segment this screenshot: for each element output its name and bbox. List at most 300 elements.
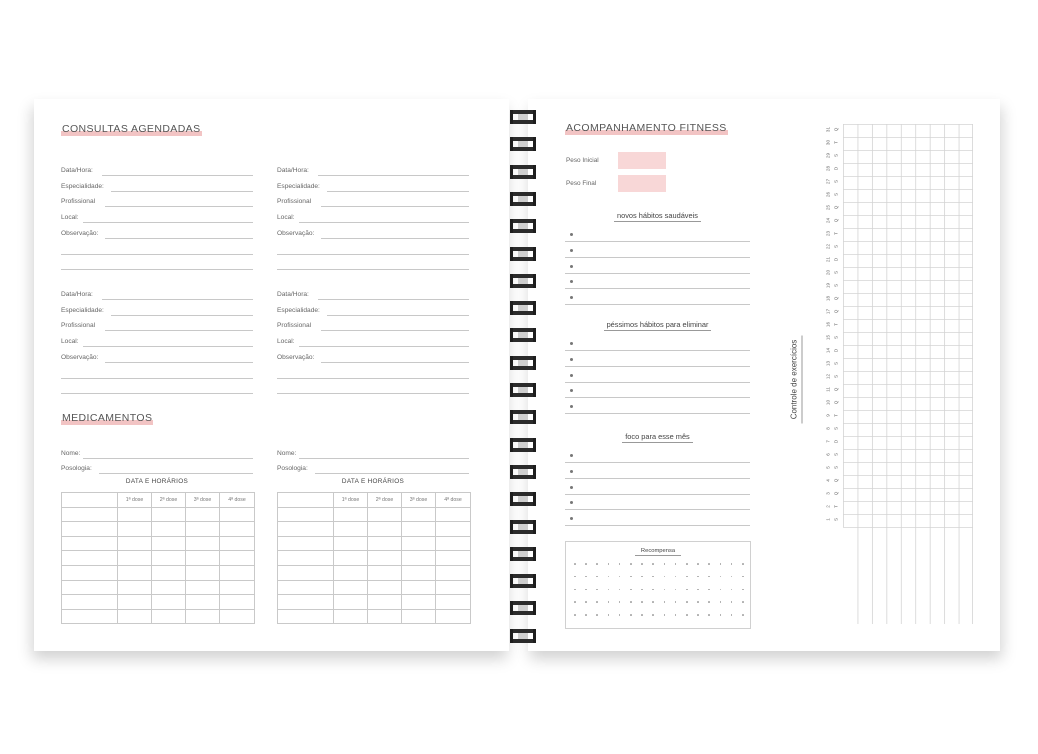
grid-dot [585,589,587,591]
dose-cell[interactable] [220,609,255,624]
dose-row[interactable] [62,536,255,551]
grid-dot [675,601,677,603]
dose-cell[interactable] [436,565,471,580]
grid-dot [664,589,666,591]
dose-cell[interactable] [278,493,334,508]
dose-cell[interactable] [278,609,334,624]
medicamento-posologia-field[interactable] [277,460,469,474]
grid-dot [742,563,744,565]
weekday-letter: S [833,192,839,197]
dose-cell[interactable] [436,507,471,522]
dose-cell[interactable] [62,565,118,580]
grid-dot [608,601,610,603]
data-hora-field[interactable] [61,286,253,300]
dose-cell[interactable] [334,580,368,595]
spiral-binding [506,104,540,644]
dose-cell[interactable] [436,595,471,610]
dose-cell[interactable] [402,551,436,566]
grid-dot [652,589,654,591]
weekday-letter: Q [833,127,839,132]
dose-header: 3ª dose [402,493,436,508]
dose-cell[interactable] [186,565,220,580]
dose-cell[interactable] [436,551,471,566]
dose-row[interactable] [278,493,471,508]
local-field[interactable] [277,209,469,223]
peso-inicial-field[interactable] [618,152,666,169]
day-number: 27 [825,178,831,185]
reward-box[interactable] [565,541,751,629]
grid-dot [708,589,710,591]
profissional-field-label: Profissional [61,198,96,206]
profissional-field[interactable] [61,193,253,207]
dose-cell[interactable] [152,595,186,610]
day-number: 26 [825,191,831,198]
dose-cell[interactable] [220,536,255,551]
grid-dot [596,589,598,591]
weekday-letter: S [833,270,839,275]
write-line[interactable] [61,254,253,255]
dose-cell[interactable] [152,580,186,595]
dose-cell[interactable] [334,595,368,610]
grid-dot [619,563,621,565]
day-number: 23 [825,230,831,237]
profissional-field[interactable] [277,317,469,331]
weekday-letter: S [833,517,839,522]
dose-cell[interactable] [402,522,436,537]
dose-row[interactable] [278,507,471,522]
dose-row[interactable] [62,595,255,610]
grid-dot [686,601,688,603]
grid-dot [720,563,722,565]
dose-cell[interactable] [334,522,368,537]
dose-cell[interactable] [278,522,334,537]
dose-cell[interactable] [152,507,186,522]
dose-row[interactable] [62,522,255,537]
weekday-letter: T [833,505,839,508]
grid-dot [596,601,598,603]
bullet-icon [570,342,573,345]
dose-cell[interactable] [118,565,152,580]
habit-line[interactable] [565,525,750,526]
dose-cell[interactable] [402,580,436,595]
profissional-field[interactable] [277,193,469,207]
dose-cell[interactable] [186,522,220,537]
dose-cell[interactable] [368,580,402,595]
dose-cell[interactable] [278,551,334,566]
dose-cell[interactable] [62,493,118,508]
spiral-ring [510,219,536,233]
profissional-field-label: Profissional [277,198,312,206]
local-field[interactable] [277,333,469,347]
exercise-grid[interactable] [843,124,975,626]
dose-row[interactable] [62,507,255,522]
grid-dot [720,614,722,616]
day-number: 3 [825,492,831,495]
consultas-title: CONSULTAS AGENDADAS [62,123,201,135]
day-number: 11 [825,387,831,392]
dose-cell[interactable] [436,536,471,551]
dose-cell[interactable] [152,522,186,537]
habit-line[interactable] [565,257,750,258]
profissional-field-label: Profissional [61,322,96,330]
grid-dot [619,614,621,616]
habit-line[interactable] [565,273,750,274]
habit-line[interactable] [565,509,750,510]
medicamento-posologia-field[interactable] [61,460,253,474]
bullet-icon [570,374,573,377]
especialidade-field[interactable] [277,302,469,316]
write-line[interactable] [277,393,469,394]
dose-cell[interactable] [220,580,255,595]
medicamento-posologia-field-label: Posologia: [61,464,92,472]
spiral-ring [510,547,536,561]
bullet-icon [570,486,573,489]
dose-table[interactable] [61,492,255,624]
dose-cell[interactable] [152,551,186,566]
spiral-ring [510,492,536,506]
dose-cell[interactable] [62,507,118,522]
habit-line[interactable] [565,494,750,495]
dose-row[interactable] [278,580,471,595]
bullet-icon [570,249,573,252]
especialidade-field[interactable] [61,178,253,192]
local-field-label: Local: [277,338,295,346]
dose-cell[interactable] [402,595,436,610]
dose-cell[interactable] [278,565,334,580]
dose-cell[interactable] [334,551,368,566]
dose-cell[interactable] [368,609,402,624]
grid-dot [596,614,598,616]
dose-row[interactable] [278,522,471,537]
weekday-letter: S [833,283,839,288]
spiral-ring [510,465,536,479]
dose-cell[interactable] [368,536,402,551]
dose-cell[interactable] [118,580,152,595]
grid-dot [708,576,710,578]
dose-row[interactable] [278,536,471,551]
dose-cell[interactable] [368,595,402,610]
grid-dot [742,576,744,578]
dose-row[interactable] [278,595,471,610]
dose-header: 2ª dose [152,493,186,508]
grid-dot [708,614,710,616]
day-number: 18 [825,295,831,302]
dose-cell[interactable] [118,609,152,624]
grid-dot [630,576,632,578]
observacao-field[interactable] [61,225,253,239]
especialidade-field-label: Especialidade: [61,306,104,314]
data-horarios-title: DATA E HORÁRIOS [125,478,189,485]
dose-cell[interactable] [62,609,118,624]
habit-line[interactable] [565,413,750,414]
medicamento-nome-field[interactable] [61,445,253,459]
day-number: 22 [825,243,831,250]
grid-dot [731,576,733,578]
habit-line[interactable] [565,304,750,305]
day-number: 6 [825,453,831,456]
write-line[interactable] [61,393,253,394]
spiral-ring [510,328,536,342]
weekday-letter: Q [833,478,839,483]
observacao-field[interactable] [277,349,469,363]
grid-dot [742,601,744,603]
grid-dot [652,563,654,565]
spiral-ring [510,629,536,643]
day-number: 28 [825,165,831,172]
dose-header: 4ª dose [220,493,255,508]
day-number: 19 [825,282,831,289]
day-number: 20 [825,269,831,276]
dose-cell[interactable] [62,536,118,551]
dose-cell[interactable] [186,580,220,595]
weekday-letter: S [833,465,839,470]
dose-cell[interactable] [62,522,118,537]
especialidade-field[interactable] [61,302,253,316]
dose-cell[interactable] [436,580,471,595]
weekday-letter: D [833,166,839,171]
reward-title: Recompensa [635,548,681,556]
grid-dot [574,563,576,565]
weekday-letter: S [833,374,839,379]
local-field[interactable] [61,209,253,223]
dose-cell[interactable] [402,609,436,624]
dose-cell[interactable] [436,522,471,537]
foco-mes-title: foco para esse mês [565,432,750,441]
dose-row[interactable] [62,551,255,566]
grid-dot [731,601,733,603]
dose-cell[interactable] [186,536,220,551]
habit-line[interactable] [565,397,750,398]
grid-dot [574,601,576,603]
dose-cell[interactable] [220,522,255,537]
data-hora-field-label: Data/Hora: [277,167,309,174]
spiral-ring [510,137,536,151]
dose-cell[interactable] [186,551,220,566]
grid-dot [608,614,610,616]
dose-cell[interactable] [186,609,220,624]
dose-cell[interactable] [220,565,255,580]
grid-dot [574,576,576,578]
grid-dot [697,576,699,578]
observacao-field-label: Observação: [277,353,315,361]
weekday-letter: T [833,414,839,417]
grid-dot [630,601,632,603]
dose-row[interactable] [62,493,255,508]
dose-cell[interactable] [118,536,152,551]
dose-table[interactable] [277,492,471,624]
grid-dot [608,589,610,591]
dose-header: 2ª dose [368,493,402,508]
dose-cell[interactable] [368,522,402,537]
pessimos-habitos-title: péssimos hábitos para eliminar [565,320,750,329]
dose-cell[interactable] [152,565,186,580]
exercise-label: Controle de exercícios [790,330,799,430]
dose-row[interactable] [278,551,471,566]
data-hora-field-label: Data/Hora: [61,291,93,298]
dose-cell[interactable] [220,507,255,522]
novos-habitos-title: novos hábitos saudáveis [565,211,750,220]
dose-cell[interactable] [368,551,402,566]
grid-dot [664,563,666,565]
observacao-field[interactable] [61,349,253,363]
grid-dot [708,563,710,565]
dose-cell[interactable] [334,565,368,580]
local-field-label: Local: [61,338,79,346]
grid-dot [720,601,722,603]
data-hora-field[interactable] [277,286,469,300]
data-hora-field-label: Data/Hora: [277,291,309,298]
grid-dot [697,601,699,603]
profissional-field-label: Profissional [277,322,312,330]
grid-dot [574,589,576,591]
observacao-field[interactable] [277,225,469,239]
dose-cell[interactable] [152,536,186,551]
grid-dot [641,601,643,603]
write-line[interactable] [61,269,253,270]
grid-dot [652,576,654,578]
day-number: 7 [825,440,831,443]
dose-cell[interactable] [402,507,436,522]
grid-dot [596,563,598,565]
grid-dot [608,563,610,565]
medicamento-nome-field[interactable] [277,445,469,459]
dose-cell[interactable] [118,595,152,610]
weekday-letter: S [833,452,839,457]
habit-line[interactable] [565,382,750,383]
spiral-ring [510,356,536,370]
dose-row[interactable] [62,609,255,624]
dose-cell[interactable] [186,507,220,522]
grid-dot [675,576,677,578]
dose-cell[interactable] [278,536,334,551]
peso-final-label: Peso Final [566,180,597,187]
weekday-letter: T [833,232,839,235]
grid-dot [720,576,722,578]
grid-dot [652,601,654,603]
habit-line[interactable] [565,462,750,463]
habit-line[interactable] [565,241,750,242]
dose-cell[interactable] [118,551,152,566]
especialidade-field[interactable] [277,178,469,192]
grid-dot [608,576,610,578]
weekday-letter: Q [833,309,839,314]
dose-cell[interactable] [278,507,334,522]
day-number: 16 [825,321,831,328]
especialidade-field-label: Especialidade: [277,182,320,190]
dose-cell[interactable] [118,522,152,537]
dose-cell[interactable] [278,595,334,610]
dose-cell[interactable] [62,580,118,595]
spiral-ring [510,438,536,452]
spiral-ring [510,383,536,397]
grid-dot [731,563,733,565]
dose-cell[interactable] [402,565,436,580]
dose-cell[interactable] [220,595,255,610]
bullet-icon [570,470,573,473]
dose-cell[interactable] [334,507,368,522]
write-line[interactable] [61,378,253,379]
especialidade-field-label: Especialidade: [277,306,320,314]
grid-dot [731,589,733,591]
dose-cell[interactable] [220,551,255,566]
weekday-letter: T [833,323,839,326]
grid-dot [675,614,677,616]
grid-dot [708,601,710,603]
weekday-letter: D [833,439,839,444]
grid-dot [686,589,688,591]
dose-cell[interactable] [334,609,368,624]
dose-cell[interactable] [402,536,436,551]
dose-cell[interactable] [334,536,368,551]
grid-dot [574,614,576,616]
grid-dot [697,614,699,616]
medicamentos-title: MEDICAMENTOS [62,412,153,424]
grid-dot [585,601,587,603]
dose-row[interactable] [62,565,255,580]
spiral-ring [510,601,536,615]
bullet-icon [570,454,573,457]
data-hora-field[interactable] [277,162,469,176]
dose-row[interactable] [278,565,471,580]
spiral-ring [510,574,536,588]
day-number: 8 [825,427,831,430]
weekday-letter: Q [833,400,839,405]
dose-header: 1ª dose [334,493,368,508]
peso-final-field[interactable] [618,175,666,192]
local-field[interactable] [61,333,253,347]
peso-inicial-label: Peso Inicial [566,157,599,164]
dose-cell[interactable] [186,595,220,610]
dose-cell[interactable] [368,565,402,580]
especialidade-field-label: Especialidade: [61,182,104,190]
habit-line[interactable] [565,350,750,351]
bullet-icon [570,233,573,236]
grid-dot [742,589,744,591]
medicamento-nome-field-label: Nome: [61,450,81,457]
dose-cell[interactable] [118,507,152,522]
dose-cell[interactable] [278,580,334,595]
dose-row[interactable] [62,580,255,595]
weekday-letter: S [833,179,839,184]
grid-dot [585,576,587,578]
weekday-letter: S [833,361,839,366]
dose-row[interactable] [278,609,471,624]
profissional-field[interactable] [61,317,253,331]
habit-line[interactable] [565,478,750,479]
write-line[interactable] [277,254,469,255]
weekday-letter: Q [833,387,839,392]
write-line[interactable] [277,269,469,270]
grid-dot [686,563,688,565]
day-number: 31 [825,126,831,133]
day-number: 13 [825,360,831,367]
habit-line[interactable] [565,288,750,289]
day-number: 2 [825,505,831,508]
dose-cell[interactable] [62,595,118,610]
observacao-field-label: Observação: [61,229,99,237]
grid-dot [697,563,699,565]
grid-dot [664,601,666,603]
write-line[interactable] [277,378,469,379]
habit-line[interactable] [565,366,750,367]
dose-cell[interactable] [436,609,471,624]
dose-cell[interactable] [368,507,402,522]
dose-header: 3ª dose [186,493,220,508]
observacao-field-label: Observação: [61,353,99,361]
dose-cell[interactable] [152,609,186,624]
dose-cell[interactable] [62,551,118,566]
data-hora-field[interactable] [61,162,253,176]
